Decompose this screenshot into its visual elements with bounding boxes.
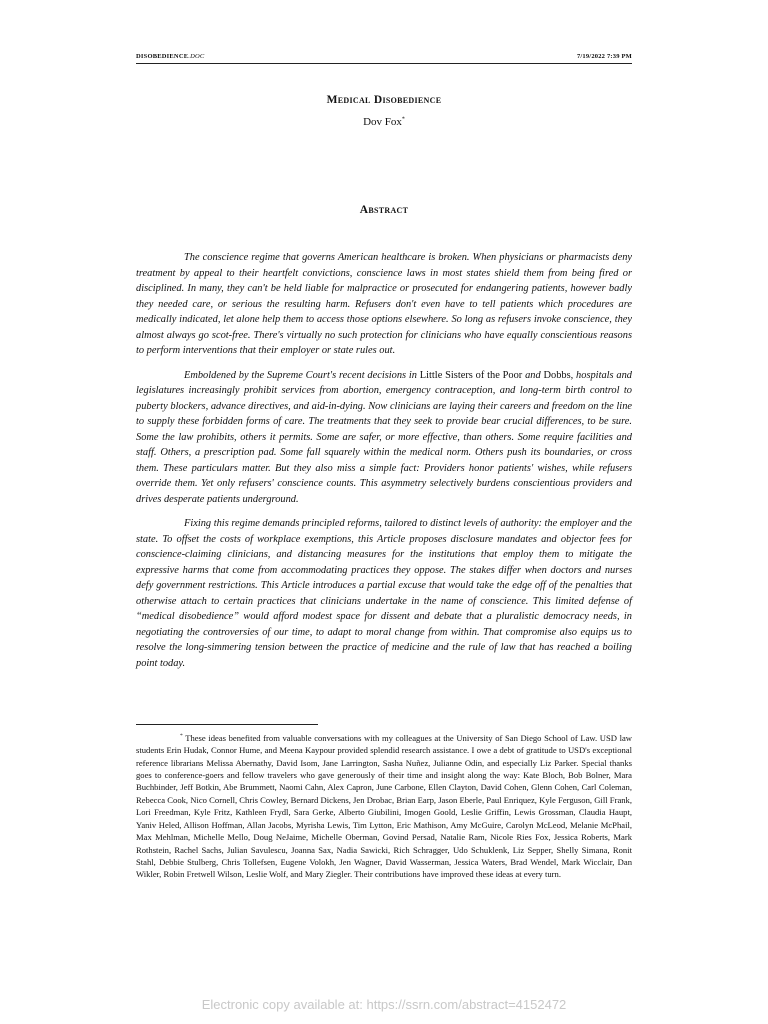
abstract-body [136,250,632,680]
footnote-text: These ideas benefited from valuable conversations with my colleagues at the University of San Diego School of Law. USD law students Erin Hudak, Connor Hume, and Meena Kaypour provided splendid research assistance. I owe a debt of gratitude to USD's exceptional reference librarians Melissa Abernathy, David Isom, Jane Larrington, Sasha Nuñez, Julianne Odin, and especially Liz Parker. Special thanks goes to conference-goers and fellow travelers who gave generously of their time and insight along the way: Kate Bloch, Bob Bolner, Mara Buchbinder, Jeff Botkin, Abe Brummett, Naomi Cahn, Alex Capron, June Carbone, Ellen Clayton, David Cohen, Glenn Cohen, Carl Coleman, Rebecca Cook, Nico Cornell, Chris Cowley, Bernard Dickens, Jen Drobac, Brian Earp, Jason Eberle, Paul Enriquez, Kyle Ferguson, Gill Frank, Lori Freedman, Kyle Fritz, Kathleen Frydl, Sara Gerke, Alberto Giubilini, Imogen Goold, Leslie Griffin, Lewis Grossman, Claudia Haupt, Yaniv Heled, Allison Hoffman, Allan Jacobs, Myrisha Lewis, Tim Lytton, Eric Mathison, Amy McGuire, Carolyn McLeod, Melanie McPhail, Max Mehlman, Michelle Mello, Doug NeJaime, Michelle Oberman, Govind Persad, Natalie Ram, Nicole Ries Fox, Jessica Roberts, Mark Rothstein, Rachel Sachs, Julian Savulescu, Joanna Sax, Nadia Sawicki, Rich Schragger, Udo Schuklenk, Liz Sepper, Shelly Simana, Ronit Stahl, Debbie Stulberg, Chris Tollefsen, Eugene Volokh, Jen Wagner, David Wasserman, Jessica Waters, Brad Wendel, Mark Wicclair, Dan Wikler, Robin Fretwell Wilson, Leslie Wolf, and Mary Ziegler. Their contributions have improved these ideas at every turn. [136,732,632,880]
paragraph-2-lead: Emboldened by the Supreme Court's recent decisions in [184,369,420,381]
header-filename-text: DISOBEDIENCE [136,53,189,60]
abstract-paragraph-3: Fixing this regime demands principled reforms, tailored to distinct levels of authority: the employer and the state. To offset the costs of workplace exemptions, this Article proposes disclosure mandates and objector fees for conscience-claiming clinicians, and distancing measures for the institutions that employ them to mitigate the expressive harms that come from accommodating practices they oppose. The stakes differ when doctors and nurses defy government restrictions. This Article introduces a partial excuse that would take the edge off of the penalties that otherwise attach to certain practices that clinicians undertake in the name of conscience. This limited defense of “medical disobedience” would afford modest space for dissent and debate that a pluralistic democracy needs, in negotiating the controversies of our time, to adapt to moral change from within. That compromise also equips us to resolve the long-simmering tension between the practice of medicine and the rule of law that has reached a boiling point today. [136,518,632,669]
footnote-separator [136,724,318,725]
abstract-paragraph-1: The conscience regime that governs American healthcare is broken. When physicians or pharmacists deny treatment by appeal to their heartfelt convictions, conscience laws in most states shield them from being fired or disciplined. In many, they can't be held liable for malpractice or prosecuted for endangering patients, however badly they needed care, or serious the resulting harm. Refusers don't even have to tell patients which procedures are medically indicated, let alone help them to access those options elsewhere. So long as refusers invoke conscience, they almost always go scot-free. There's virtually no such protection for clinicians who have equally conscientious reasons to perform interventions that their employer or state rules out. [136,252,632,356]
paper-title: Medical Disobedience [326,94,442,106]
case-name-dobbs: Dobbs [543,369,571,381]
author-line [0,116,768,128]
header-datetime: 7/19/2022 7:39 PM [576,53,632,60]
header-file-extension: .DOC [188,53,205,60]
abstract-paragraph-2 [136,368,632,508]
footnote-mark: * [180,733,183,739]
paragraph-2-and: and [522,369,544,381]
author-name: Dov Fox [363,116,402,128]
ssrn-banner[interactable]: Electronic copy available at: https://ssrn.com/abstract=4152472 [201,997,567,1012]
case-name-little-sisters: Little Sisters of the Poor [419,369,523,381]
footnote [136,730,632,881]
running-header [136,53,632,60]
header-filename [136,53,204,60]
author-footnote-mark[interactable]: * [401,116,405,123]
abstract-heading: Abstract [359,204,409,216]
header-rule [136,63,632,64]
paragraph-2-rest: , hospitals and legislatures increasingly prohibit services from abortion, emergency contraception, and long-term birth control to puberty blockers, advance directives, and aid-in-dying. Now clinicians are laying their careers and freedom on the line to supply these forbidden forms of care. The treatments that they seek to provide bear crucial differences, to be sure. Some the law prohibits, others it permits. Some are safer, or more effective, than others. Some require facilities and staff. Others, a prescription pad. Some fall squarely within the medical norm. Others push its boundaries, or cross them. These particulars matter. But they also miss a simple fact: Providers honor patients' wishes, while refusers override them. Yet only refusers' conscience counts. This asymmetry selectively burdens conscientious providers and drives desperate patients underground. [136,369,632,505]
